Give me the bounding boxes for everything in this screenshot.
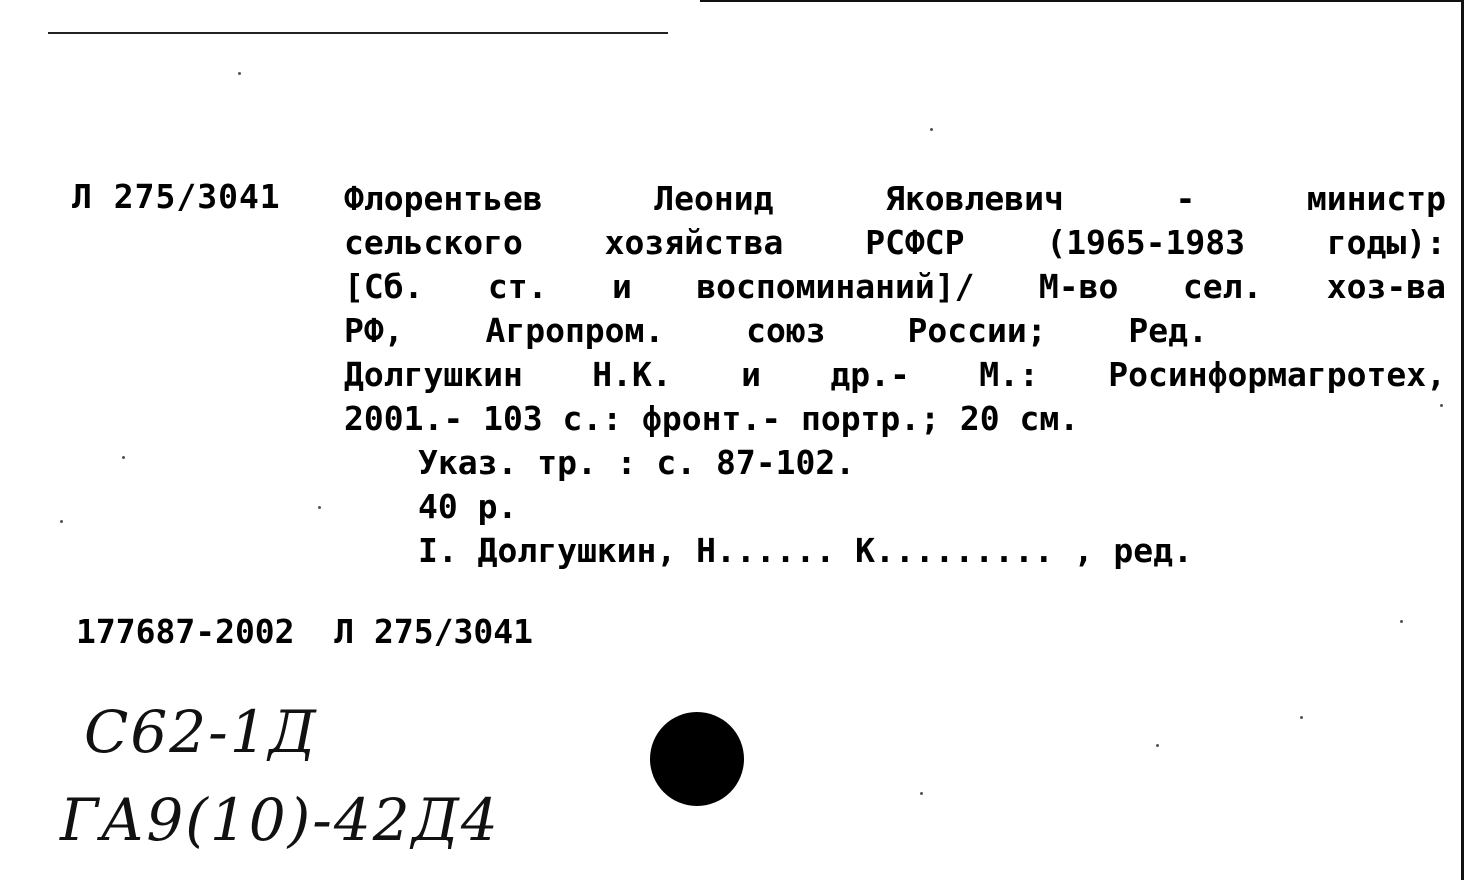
entry-line: Долгушкин Н.К. и др.- М.: Росинформагротех, <box>344 355 1446 394</box>
scan-speck <box>1300 716 1303 719</box>
top-rule <box>48 32 668 34</box>
entry-line: 2001.- 103 с.: фронт.- портр.; 20 см. <box>344 399 1080 438</box>
entry-line: РФ, Агропром. союз России; Ред. <box>344 311 1208 350</box>
shelfmark: Л 275/3041 <box>72 177 281 216</box>
scan-speck <box>318 506 321 509</box>
scan-speck <box>930 128 933 131</box>
card-top-edge <box>700 0 1464 2</box>
scan-speck <box>1400 620 1403 623</box>
accession-number: 177687-2002 Л 275/3041 <box>76 612 533 651</box>
scan-speck <box>1156 744 1159 747</box>
handwritten-classification-2: ГА9(10)-42Д4 <box>60 786 500 854</box>
added-entry-note: I. Долгушкин, Н...... К......... , ред. <box>418 531 1193 570</box>
handwritten-classification-1: С62-1Д <box>84 698 318 766</box>
punch-hole <box>650 712 744 806</box>
entry-line: сельского хозяйства РСФСР (1965-1983 годы): <box>344 223 1446 262</box>
scan-speck <box>60 520 63 523</box>
price-note: 40 р. <box>418 487 518 526</box>
entry-line: [Сб. ст. и воспоминаний]/ М-во сел. хоз-ва <box>344 267 1446 306</box>
bibliography-note: Указ. тр. : с. 87-102. <box>418 443 856 482</box>
scan-speck <box>1440 404 1443 407</box>
bibliographic-entry <box>344 177 1446 573</box>
scan-speck <box>238 72 241 75</box>
scan-speck <box>920 792 923 795</box>
entry-line: Флорентьев Леонид Яковлевич - министр <box>344 179 1446 218</box>
scan-speck <box>122 456 125 459</box>
